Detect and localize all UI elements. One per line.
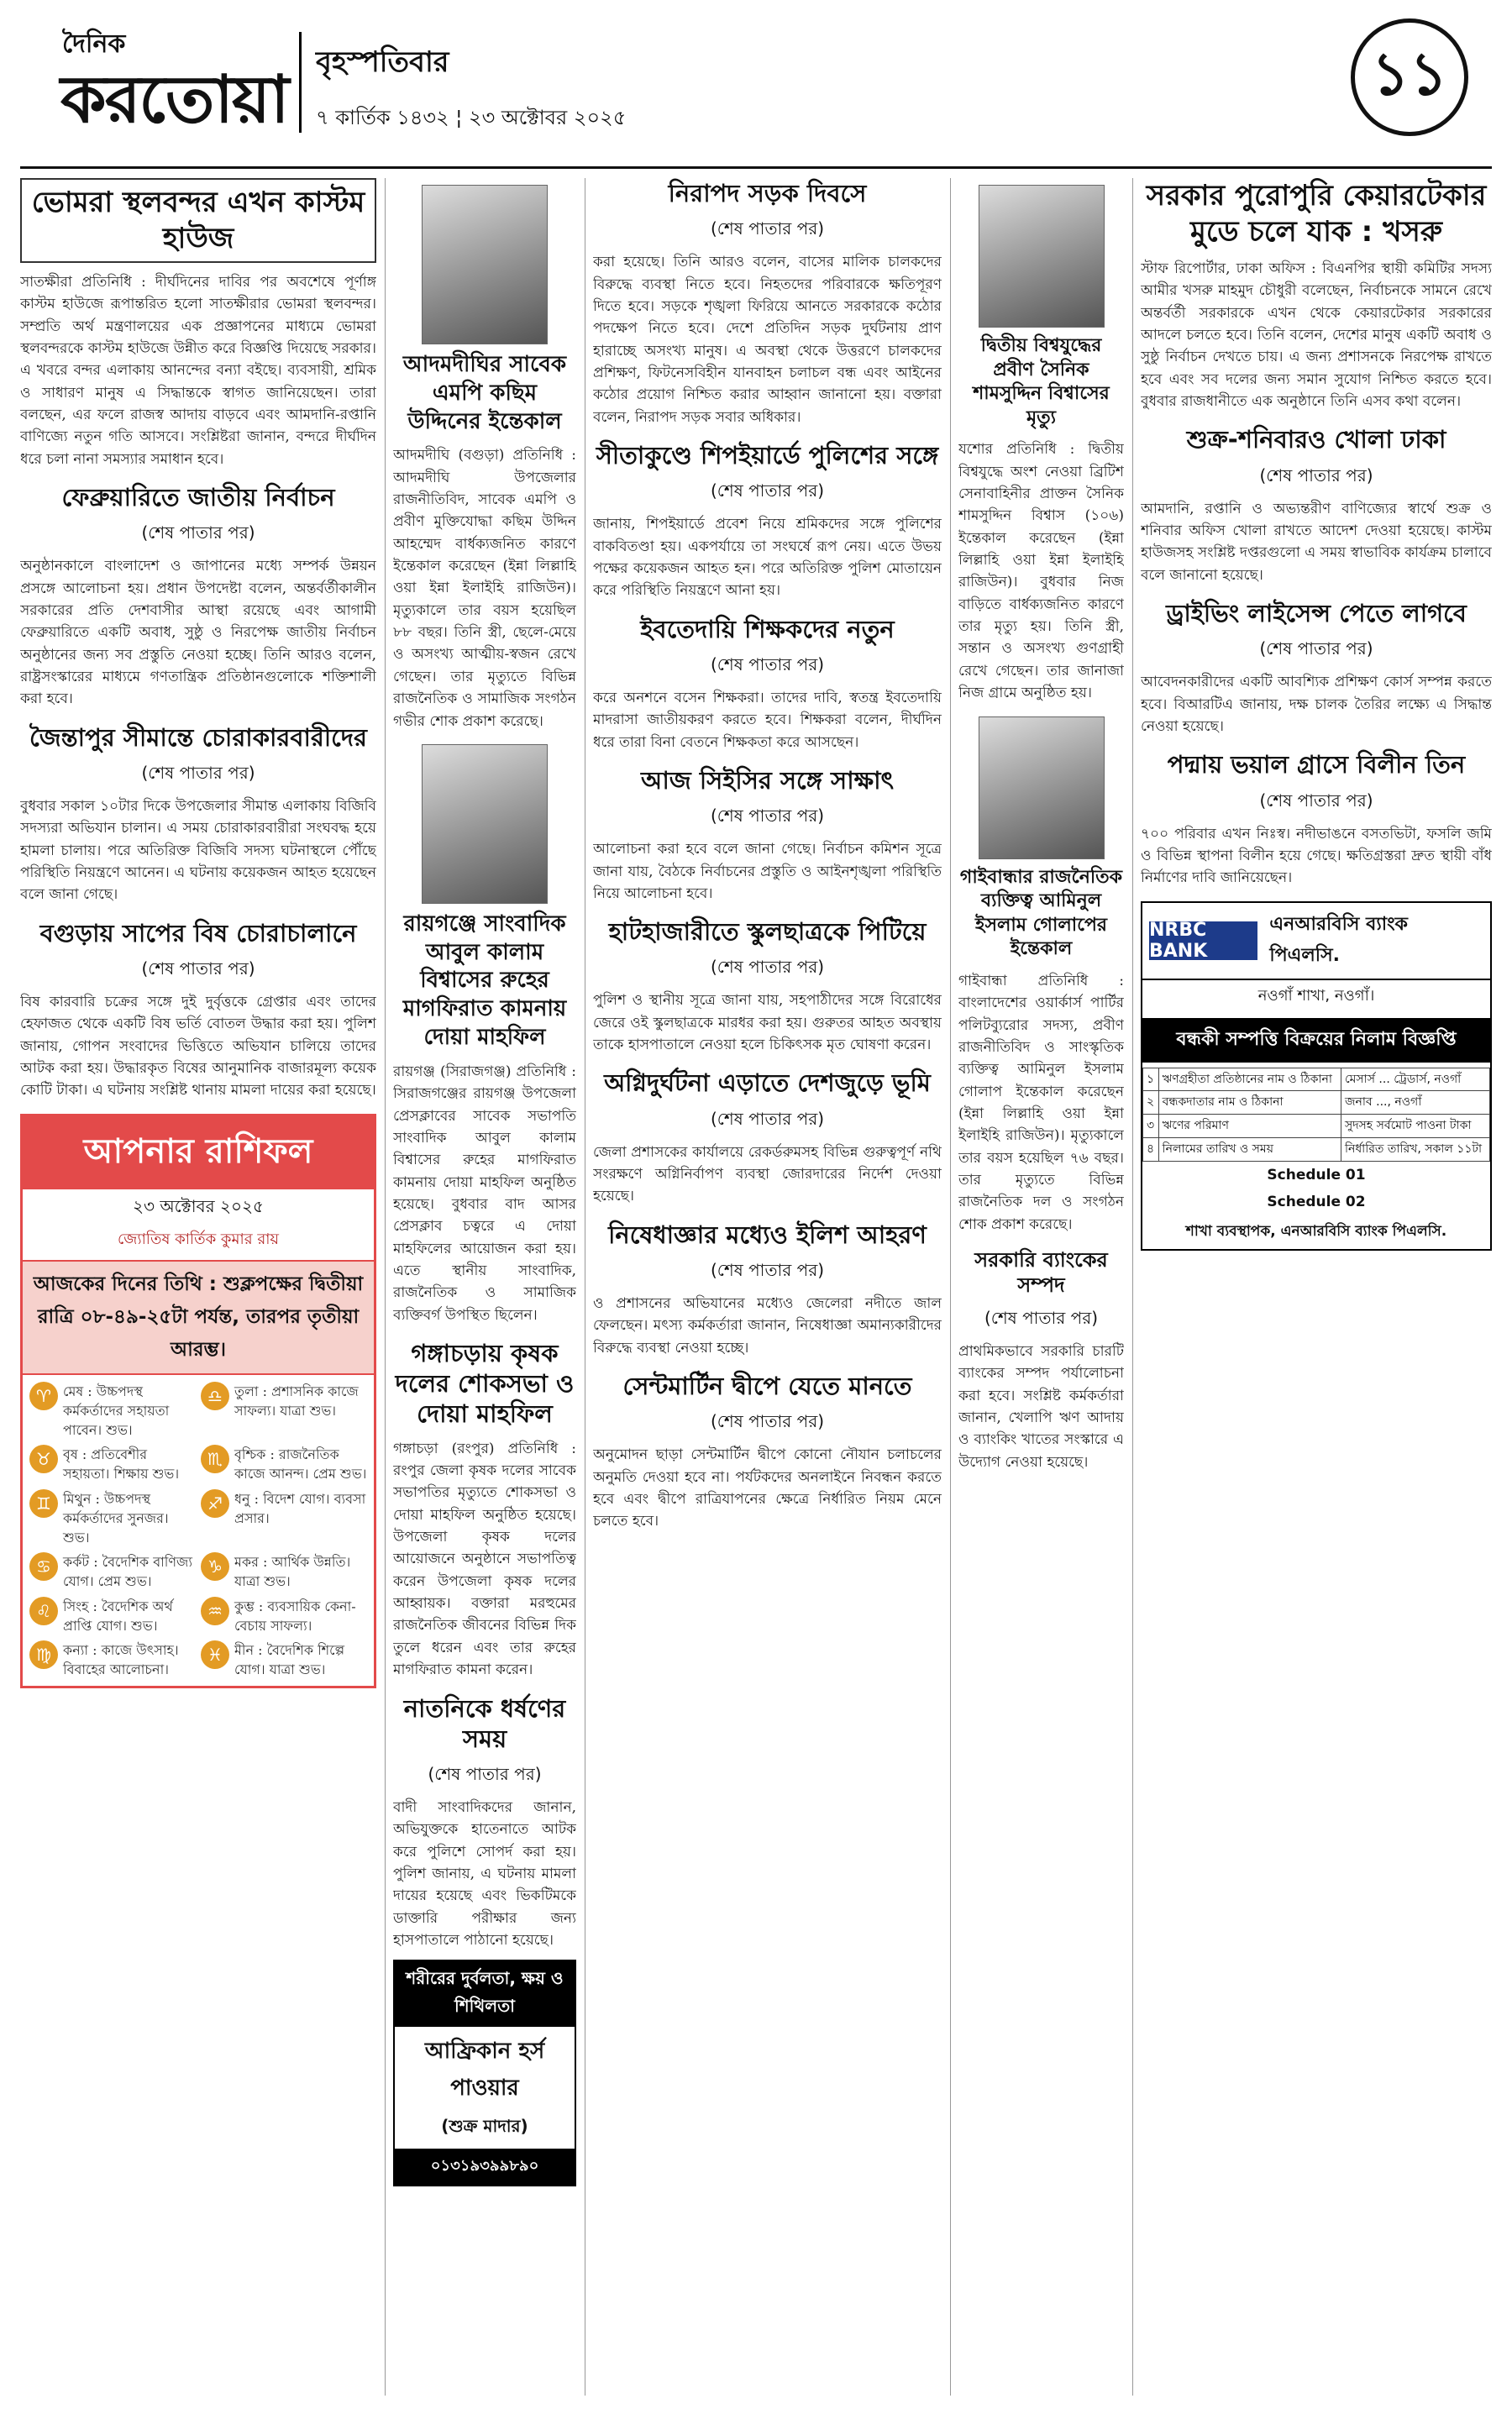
column-1 <box>20 178 376 2396</box>
headline[interactable]: গাইবান্ধার রাজনৈতিক ব্যক্তিত্ব আমিনুল ইসলাম গোলাপের ইন্তেকাল <box>959 866 1123 960</box>
headline[interactable]: অগ্নিদুর্ঘটনা এড়াতে দেশজুড়ে ভূমি <box>604 1068 931 1098</box>
cancer-icon: ♋ <box>29 1552 58 1581</box>
story-body: বিষ কারবারি চক্রের সঙ্গে দুই দুর্বৃত্তকে গ্রেপ্তার এবং তাদের হেফাজত থেকে একটি বিষ ভর্তি বোতল উদ্ধার করা হয়। পুলিশ জানায়, গোপন সংবাদের ভিত্তিতে অভিযান চালিয়ে তাদের আটক করা হয়। উদ্ধারকৃত বিষের আনুমানিক বাজারমূল্য কয়েক কোটি টাকা। এ ঘটনায় সংশ্লিষ্ট থানায় মামলা দায়ের করা হয়েছে। <box>20 993 376 1100</box>
continued-label: (শেষ পাতার পর) <box>141 958 255 979</box>
headline[interactable]: পদ্মায় ভয়াল গ্রাসে বিলীন তিন <box>1167 750 1466 779</box>
zodiac-item: ♋ কর্কট : বৈদেশিক বাণিজ্য যোগ। প্রেম শুভ। <box>29 1552 196 1591</box>
header-rule <box>20 166 1492 169</box>
story-body: ও প্রশাসনের অভিযানের মধ্যেও জেলেরা নদীতে জাল ফেলছেন। মৎস্য কর্মকর্তারা জানান, নিষেধাজ্ঞা অমান্যকারীদের বিরুদ্ধে ব্যবস্থা নেওয়া হচ্ছে। <box>593 1295 942 1357</box>
libra-icon: ♎ <box>201 1382 229 1410</box>
horoscope-title: আপনার রাশিফল <box>23 1116 374 1189</box>
masthead <box>20 15 1492 158</box>
headline[interactable]: শুক্র-শনিবারও খোলা ঢাকা <box>1186 425 1446 454</box>
zodiac-item: ♊ মিথুন : উচ্চপদস্থ কর্মকর্তাদের সুনজর। শুভ। <box>29 1489 196 1548</box>
bank-auction-notice <box>1141 901 1492 1252</box>
story-cec <box>593 765 942 905</box>
column-divider <box>950 178 951 2396</box>
tithi-banner: আজকের দিনের তিথি : শুক্লপক্ষের দ্বিতীয়া রাত্রি ০৮-৪৯-২৫টা পর্যন্ত, তারপর তৃতীয়া আরম্ভ। <box>23 1260 374 1375</box>
story-sitakunda <box>593 440 942 602</box>
story-body: গঙ্গাচড়া (রংপুর) প্রতিনিধি : রংপুর জেলা কৃষক দলের সাবেক সভাপতির মৃত্যুতে শোকসভা ও দোয়া মাহফিল অনুষ্ঠিত হয়েছে। উপজেলা কৃষক দলের আয়োজনে অনুষ্ঠানে সভাপতিত্ব করেন উপজেলা কৃষক দলের আহ্বায়ক। বক্তারা মরহুমের রাজনৈতিক জীবনের বিভিন্ন দিক তুলে ধরেন এবং তার রুহের মাগফিরাত কামনা করেন। <box>393 1440 576 1679</box>
headline[interactable]: ড্রাইভিং লাইসেন্স পেতে লাগবে <box>1166 599 1467 628</box>
bank-name: এনআরবিসি ব্যাংক পিএলসি. <box>1269 913 1408 966</box>
virgo-icon: ♍ <box>29 1640 58 1669</box>
story-body: বুধবার সকাল ১০টার দিকে উপজেলার সীমান্ত এলাকায় বিজিবি সদস্যরা অভিযান চালান। এ সময় চোরাকারবারীরা সংঘবদ্ধ হয়ে হামলা চালায়। পরে অতিরিক্ত বিজিবি সদস্য ঘটনাস্থলে পৌঁছে পরিস্থিতি নিয়ন্ত্রণে আনেন। এ ঘটনায় কয়েকজন আহত হয়েছেন বলে জানা গেছে। <box>20 798 376 904</box>
continued-label: (শেষ পাতার পর) <box>710 1411 825 1432</box>
table-row: ৩ ঋণের পরিমাণ সুদসহ সর্বমোট পাওনা টাকা <box>1143 1115 1490 1138</box>
column-4 <box>958 178 1124 2396</box>
headline[interactable]: আদমদীঘির সাবেক এমপি কছিম উদ্দিনের ইন্তেকাল <box>402 352 567 434</box>
story-body: করা হয়েছে। তিনি আরও বলেন, বাসের মালিক চালকদের বিরুদ্ধে ব্যবস্থা নিতে হবে। নিহতদের পরিবারকে ক্ষতিপূরণ দিতে হবে। সড়কে শৃঙ্খলা ফিরিয়ে আনতে সরকারকে কঠোর পদক্ষেপ নিতে হবে। দেশে প্রতিদিন সড়ক দুর্ঘটনায় প্রাণ হারাচ্ছে অসংখ্য মানুষ। এ অবস্থা থেকে উত্তরণে চালকদের প্রশিক্ষণ, ফিটনেসবিহীন যানবাহন চলাচল বন্ধ এবং আইনের কঠোর প্রয়োগ নিশ্চিত করার আহ্বান জানানো হয়। বক্তারা বলেন, নিরাপদ সড়ক সবার অধিকার। <box>593 254 942 426</box>
capricorn-icon: ♑ <box>201 1552 229 1581</box>
sagittarius-icon: ♐ <box>201 1489 229 1518</box>
zodiac-item: ♏ বৃশ্চিক : রাজনৈতিক কাজে আনন্দ। প্রেম শুভ। <box>201 1445 367 1483</box>
ad-tagline: শরীরের দুর্বলতা, ক্ষয় ও শিথিলতা <box>395 1961 575 2027</box>
story-body: অনুমোদন ছাড়া সেন্টমার্টিন দ্বীপে কোনো নৌযান চলাচলের অনুমতি দেওয়া হবে না। পর্যটকদের অনলাইনে নিবন্ধন করতে হবে এবং দ্বীপে রাত্রিযাপনের ক্ষেত্রে নির্ধারিত নিয়ম মেনে চলতে হবে। <box>593 1446 942 1530</box>
story-bhomra <box>20 178 376 470</box>
zodiac-item: ♈ মেষ : উচ্চপদস্থ কর্মকর্তাদের সহায়তা পাবেন। শুভ। <box>29 1382 196 1441</box>
portrait-photo <box>979 716 1105 859</box>
table-row: ৪ নিলামের তারিখ ও সময় নির্ধারিত তারিখ, সকাল ১১টা <box>1143 1138 1490 1162</box>
headline[interactable]: ভোমরা স্থলবন্দর এখন কাস্টম হাউজ <box>20 178 376 263</box>
notice-title: বন্ধকী সম্পত্তি বিক্রয়ের নিলাম বিজ্ঞপ্তি <box>1142 1018 1490 1063</box>
story-body: সাতক্ষীরা প্রতিনিধি : দীর্ঘদিনের দাবির পর অবশেষে পূর্ণাঙ্গ কাস্টম হাউজে রূপান্তরিত হলো সাতক্ষীরার ভোমরা স্থলবন্দর। সম্প্রতি অর্থ মন্ত্রণালয়ের এক প্রজ্ঞাপনের মাধ্যমে ভোমরা স্থলবন্দরকে কাস্টম হাউজে উন্নীত করে বিজ্ঞপ্তি দিয়েছে সরকার। এ খবরে বন্দর এলাকায় আনন্দের বন্যা বইছে। ব্যবসায়ী, শ্রমিক ও সাধারণ মানুষ এ সিদ্ধান্তকে স্বাগত জানিয়েছেন। তারা বলছেন, এর ফলে রাজস্ব আদায় বাড়বে এবং আমদানি-রপ্তানি বাণিজ্যে নতুন গতি আসবে। সংশ্লিষ্টরা জানান, বন্দরে দীর্ঘদিন ধরে চলা নানা সমস্যার সমাধান হবে। <box>20 274 376 468</box>
zodiac-item: ♐ ধনু : বিদেশ যোগ। ব্যবসা প্রসার। <box>201 1489 367 1548</box>
continued-label: (শেষ পাতার পর) <box>710 1260 825 1280</box>
story-election <box>20 482 376 711</box>
leo-icon: ♌ <box>29 1597 58 1625</box>
continued-label: (শেষ পাতার পর) <box>1259 464 1373 485</box>
story-fire-safety <box>593 1068 942 1207</box>
portrait-photo <box>422 185 548 344</box>
gemini-icon: ♊ <box>29 1489 58 1518</box>
bank-header <box>1142 903 1490 980</box>
headline[interactable]: নিষেধাজ্ঞার মধ্যেও ইলিশ আহরণ <box>608 1220 927 1249</box>
table-row: ২ বন্ধকদাতার নাম ও ঠিকানা জনাব ..., নওগাঁ <box>1143 1091 1490 1115</box>
horoscope-date: ২৩ অক্টোবর ২০২৫ <box>132 1195 265 1216</box>
astrologer-name: জ্যোতিষ কার্তিক কুমার রায় <box>117 1230 280 1248</box>
story-body: বাদী সাংবাদিকদের জানান, অভিযুক্তকে হাতেনাতে আটক করে পুলিশে সোপর্দ করা হয়। পুলিশ জানায়, এ ঘটনায় মামলা দায়ের হয়েছে এবং ভিকটিমকে ডাক্তারি পরীক্ষার জন্য হাসপাতালে পাঠানো হয়েছে। <box>393 1799 576 1950</box>
continued-label: (শেষ পাতার পর) <box>710 806 825 827</box>
scorpio-icon: ♏ <box>201 1445 229 1473</box>
headline[interactable]: নাতনিকে ধর্ষণের সময় <box>403 1693 566 1753</box>
zodiac-item: ♎ তুলা : প্রশাসনিক কাজে সাফল্য। যাত্রা শুভ। <box>201 1382 367 1441</box>
continued-label: (শেষ পাতার পর) <box>710 653 825 674</box>
headline[interactable]: গঙ্গাচড়ায় কৃষক দলের শোকসভা ও দোয়া মাহফিল <box>395 1338 575 1429</box>
zodiac-item: ♍ কন্যা : কাজে উৎসাহ। বিবাহের আলোচনা। <box>29 1640 196 1679</box>
story-safe-road <box>593 178 942 428</box>
column-2 <box>393 178 576 2396</box>
zodiac-item: ♑ মকর : আর্থিক উন্নতি। যাত্রা শুভ। <box>201 1552 367 1591</box>
headline[interactable]: হাটহাজারীতে স্কুলছাত্রকে পিটিয়ে <box>608 917 927 947</box>
headline[interactable]: বগুড়ায় সাপের বিষ চোরাচালানে <box>39 918 357 947</box>
ad-phone[interactable]: ০১৩১৯৩৯৯৮৯০ <box>395 2149 575 2185</box>
table-row: ১ ঋণগ্রহীতা প্রতিষ্ঠানের নাম ও ঠিকানা মেসার্স ... ট্রেডার্স, নওগাঁ <box>1143 1068 1490 1091</box>
continued-label: (শেষ পাতার পর) <box>710 1108 825 1129</box>
notice-signature: শাখা ব্যবস্থাপক, এনআরবিসি ব্যাংক পিএলসি. <box>1185 1223 1447 1241</box>
continued-label: (শেষ পাতার পর) <box>1259 790 1373 811</box>
story-body: স্টাফ রিপোর্টার, ঢাকা অফিস : বিএনপির স্থায়ী কমিটির সদস্য আমীর খসরু মাহমুদ চৌধুরী বলেছেন, নির্বাচনকে সামনে রেখে অন্তর্বর্তী সরকারকে এখন থেকে কেয়ারটেকার সরকারের আদলে চলতে হবে। তিনি বলেন, দেশের মানুষ একটি অবাধ ও সুষ্ঠু নির্বাচন দেখতে চায়। এ জন্য প্রশাসনকে নিরপেক্ষ রাখতে হবে এবং সব দলের জন্য সমান সুযোগ নিশ্চিত করতে হবে। বুধবার রাজধানীতে এক অনুষ্ঠানে তিনি এসব কথা বলেন। <box>1141 260 1492 411</box>
continued-label: (শেষ পাতার পর) <box>984 1308 1099 1328</box>
issue-date: ৭ কার্তিক ১৪৩২ ¦ ২৩ অক্টোবর ২০২৫ <box>316 106 627 129</box>
story-ebtedayi <box>593 614 942 753</box>
zodiac-item: ♓ মীন : বৈদেশিক শিল্পে যোগ। যাত্রা শুভ। <box>201 1640 367 1679</box>
story-body: জেলা প্রশাসকের কার্যালয়ে রেকর্ডরুমসহ বিভিন্ন গুরুত্বপূর্ণ নথি সংরক্ষণে অগ্নিনির্বাপণ ব্যবস্থা জোরদারের নির্দেশ দেওয়া হয়েছে। <box>593 1143 942 1205</box>
taurus-icon: ♉ <box>29 1445 58 1473</box>
story-body: অনুষ্ঠানকালে বাংলাদেশ ও জাপানের মধ্যে সম্পর্ক উন্নয়ন প্রসঙ্গে আলোচনা হয়। প্রধান উপদেষ্টা বলেন, অন্তর্বর্তীকালীন সরকারের প্রতি দেশবাসীর আস্থা রয়েছে এবং আগামী ফেব্রুয়ারিতে একটি অবাধ, সুষ্ঠু ও নিরপেক্ষ জাতীয় নির্বাচন অনুষ্ঠানের জন্য সব প্রস্তুতি নেওয়া হচ্ছে। তিনি আরও বলেন, রাষ্ট্রসংস্কারের মাধ্যমে গণতান্ত্রিক প্রতিষ্ঠানগুলোকে শক্তিশালী করা হবে। <box>20 558 376 708</box>
ad-product: আফ্রিকান হর্স পাওয়ার <box>424 2039 545 2102</box>
story-hathazari <box>593 916 942 1056</box>
continued-label: (শেষ পাতার পর) <box>710 957 825 978</box>
story-body: প্রাথমিকভাবে সরকারি চারটি ব্যাংকের সম্পদ পর্যালোচনা করা হবে। সংশ্লিষ্ট কর্মকর্তারা জানান, খেলাপি ঋণ আদায় ও ব্যাংকিং খাতের সংস্কারে এ উদ্যোগ নেওয়া হয়েছে। <box>958 1343 1124 1471</box>
portrait-photo <box>979 185 1105 328</box>
story-body: আমদানি, রপ্তানি ও অভ্যন্তরীণ বাণিজ্যের স্বার্থে শুক্র ও শনিবার অফিস খোলা রাখতে আদেশ দেওয়া হয়েছে। কাস্টম হাউজসহ সংশ্লিষ্ট দপ্তরগুলো এ সময় স্বাভাবিক কার্যক্রম চালাবে বলে জানানো হয়েছে। <box>1141 500 1492 584</box>
story-hilsa <box>593 1220 942 1359</box>
story-body: পুলিশ ও স্থানীয় সূত্রে জানা যায়, সহপাঠীদের সঙ্গে বিরোধের জেরে ওই স্কুলছাত্রকে মারধর করা হয়। গুরুতর আহত অবস্থায় তাকে হাসপাতালে নেওয়া হলে চিকিৎসক মৃত ঘোষণা করেন। <box>593 992 942 1054</box>
story-body: রায়গঞ্জ (সিরাজগঞ্জ) প্রতিনিধি : সিরাজগঞ্জের রায়গঞ্জ উপজেলা প্রেসক্লাবের সাবেক সভাপতি সাংবাদিক আবুল কালাম বিশ্বাসের রুহের মাগফিরাত কামনায় দোয়া মাহফিল অনুষ্ঠিত হয়েছে। বুধবার বাদ আসর প্রেসক্লাব চত্বরে এ দোয়া মাহফিলের আয়োজন করা হয়। এতে স্থানীয় সাংবাদিক, রাজনৈতিক ও সামাজিক ব্যক্তিবর্গ উপস্থিত ছিলেন। <box>393 1063 576 1324</box>
story-body: জানায়, শিপইয়ার্ডে প্রবেশ নিয়ে শ্রমিকদের সঙ্গে পুলিশের বাকবিতণ্ডা হয়। একপর্যায়ে তা সংঘর্ষে রূপ নেয়। এতে উভয় পক্ষের কয়েকজন আহত হন। পরে অতিরিক্ত পুলিশ মোতায়েন করে পরিস্থিতি নিয়ন্ত্রণে আনা হয়। <box>593 516 942 600</box>
continued-label: (শেষ পাতার পর) <box>710 480 825 501</box>
headline[interactable]: নিরাপদ সড়ক দিবসে <box>668 179 867 207</box>
headline[interactable]: সরকার পুরোপুরি কেয়ারটেকার মুডে চলে যাক : খসরু <box>1146 179 1487 249</box>
headline[interactable]: সরকারি ব্যাংকের সম্পদ <box>974 1248 1108 1297</box>
ad-subtitle: (শুক্র মাদার) <box>441 2116 528 2137</box>
aries-icon: ♈ <box>29 1382 58 1410</box>
continued-label: (শেষ পাতার পর) <box>141 763 255 783</box>
brand-prefix: দৈনিক <box>62 29 126 59</box>
story-body: গাইবান্ধা প্রতিনিধি : বাংলাদেশের ওয়ার্কার্স পার্টির পলিটব্যুরোর সদস্য, প্রবীণ রাজনীতিবিদ ও সাংস্কৃতিক ব্যক্তিত্ব আমিনুল ইসলাম গোলাপ ইন্তেকাল করেছেন (ইন্না লিল্লাহি ওয়া ইন্না ইলাইহি রাজিউন)। মৃত্যুকালে তার বয়স হয়েছিল ৭৬ বছর। তার মৃত্যুতে বিভিন্ন রাজনৈতিক দল ও সংগঠন শোক প্রকাশ করেছে। <box>958 972 1124 1233</box>
pisces-icon: ♓ <box>201 1640 229 1669</box>
headline[interactable]: আজ সিইসির সঙ্গে সাক্ষাৎ <box>640 765 895 795</box>
continued-label: (শেষ পাতার পর) <box>428 1764 542 1784</box>
column-5 <box>1141 178 1492 2396</box>
portrait-photo <box>422 744 548 904</box>
notice-table <box>1142 1068 1490 1163</box>
story-saint-martin <box>593 1371 942 1533</box>
story-body: আবেদনকারীদের একটি আবশ্যিক প্রশিক্ষণ কোর্স সম্পন্ন করতে হবে। বিআরটিএ জানায়, দক্ষ চালক তৈরির লক্ষ্যে এ সিদ্ধান্ত নেওয়া হয়েছে। <box>1141 674 1492 735</box>
column-divider <box>385 178 386 2396</box>
advertisement[interactable] <box>393 1960 576 2186</box>
column-divider <box>1132 178 1133 2396</box>
headline[interactable]: জৈন্তাপুর সীমান্তে চোরাকারবারীদের <box>29 722 367 752</box>
zodiac-grid <box>23 1375 374 1687</box>
horoscope-box <box>20 1114 376 1689</box>
continued-label: (শেষ পাতার পর) <box>141 522 255 543</box>
story-padma <box>1141 749 1492 889</box>
masthead-divider <box>299 32 302 133</box>
headline[interactable]: সীতাকুণ্ডে শিপইয়ার্ডে পুলিশের সঙ্গে <box>596 441 939 470</box>
schedule-label: Schedule 01 <box>1267 1167 1366 1184</box>
story-dhaka-open <box>1141 424 1492 586</box>
headline[interactable]: সেন্টমার্টিন দ্বীপে যেতে মানতে <box>622 1372 912 1401</box>
story-body: আদমদীঘি (বগুড়া) প্রতিনিধি : আদমদীঘি উপজেলার রাজনীতিবিদ, সাবেক এমপি ও প্রবীণ মুক্তিযোদ্ধা কছিম উদ্দিন আহম্মেদ বার্ধক্যজনিত কারণে ইন্তেকাল করেছেন (ইন্না লিল্লাহি ওয়া ইন্না ইলাইহি রাজিউন)। মৃত্যুকালে তার বয়স হয়েছিল ৮৮ বছর। তিনি স্ত্রী, ছেলে-মেয়ে ও অসংখ্য আত্মীয়-স্বজন রেখে গেছেন। তার মৃত্যুতে বিভিন্ন রাজনৈতিক ও সামাজিক সংগঠন গভীর শোক প্রকাশ করেছে। <box>393 447 576 730</box>
headline[interactable]: দ্বিতীয় বিশ্বযুদ্ধের প্রবীণ সৈনিক শামসুদ্দিন বিশ্বাসের মৃত্যু <box>973 335 1110 428</box>
issue-day: বৃহস্পতিবার <box>316 45 449 79</box>
schedule-label: Schedule 02 <box>1267 1194 1366 1211</box>
story-body: আলোচনা করা হবে বলে জানা গেছে। নির্বাচন কমিশন সূত্রে জানা যায়, বৈঠকে নির্বাচনের প্রস্তুতি ও আইনশৃঙ্খলা পরিস্থিতি নিয়ে আলোচনা হবে। <box>593 841 942 902</box>
continued-label: (শেষ পাতার পর) <box>1259 638 1373 659</box>
story-body: ৭০০ পরিবার এখন নিঃস্ব। নদীভাঙনে বসতভিটা, ফসলি জমি ও বিভিন্ন স্থাপনা বিলীন হয়ে গেছে। ক্ষতিগ্রস্তরা দ্রুত স্থায়ী বাঁধ নির্মাণের দাবি জানিয়েছেন। <box>1141 825 1492 887</box>
headline[interactable]: রায়গঞ্জে সাংবাদিক আবুল কালাম বিশ্বাসের রুহের মাগফিরাত কামনায় দোয়া মাহফিল <box>402 911 567 1051</box>
zodiac-item: ♌ সিংহ : বৈদেশিক অর্থ প্রাপ্তি যোগ। শুভ। <box>29 1597 196 1635</box>
page-number: ১১ <box>1351 18 1468 136</box>
story-khasru <box>1141 178 1492 412</box>
zodiac-item: ♉ বৃষ : প্রতিবেশীর সহায়তা। শিক্ষায় শুভ। <box>29 1445 196 1483</box>
brand-logo: করতোয়া <box>60 62 288 138</box>
headline[interactable]: ইবতেদায়ি শিক্ষকদের নতুন <box>640 614 895 643</box>
story-driving-license <box>1141 598 1492 737</box>
headline[interactable]: ফেব্রুয়ারিতে জাতীয় নির্বাচন <box>61 483 335 512</box>
story-body: যশোর প্রতিনিধি : দ্বিতীয় বিশ্বযুদ্ধে অংশ নেওয়া ব্রিটিশ সেনাবাহিনীর প্রাক্তন সৈনিক শামসুদ্দিন বিশ্বাস (১০৬) ইন্তেকাল করেছেন (ইন্না লিল্লাহি ওয়া ইন্না ইলাইহি রাজিউন)। বুধবার নিজ বাড়িতে বার্ধক্যজনিত কারণে তার মৃত্যু হয়। তিনি স্ত্রী, সন্তান ও অসংখ্য গুণগ্রাহী রেখে গেছেন। তার জানাজা নিজ গ্রামে অনুষ্ঠিত হয়। <box>958 441 1124 702</box>
bank-logo: NRBC BANK <box>1149 921 1257 960</box>
aquarius-icon: ♒ <box>201 1597 229 1625</box>
column-3 <box>593 178 942 2396</box>
zodiac-item: ♒ কুম্ভ : ব্যবসায়িক কেনা-বেচায় সাফল্য। <box>201 1597 367 1635</box>
continued-label: (শেষ পাতার পর) <box>710 218 825 239</box>
story-body: করে অনশনে বসেন শিক্ষকরা। তাদের দাবি, স্বতন্ত্র ইবতেদায়ি মাদরাসা জাতীয়করণ করতে হবে। শিক্ষকরা বলেন, দীর্ঘদিন ধরে তারা বিনা বেতনে শিক্ষকতা করে আসছেন। <box>593 689 942 751</box>
story-jaintapur <box>20 722 376 906</box>
bank-branch: নওগাঁ শাখা, নওগাঁ। <box>1257 986 1375 1005</box>
story-snake-venom <box>20 918 376 1102</box>
